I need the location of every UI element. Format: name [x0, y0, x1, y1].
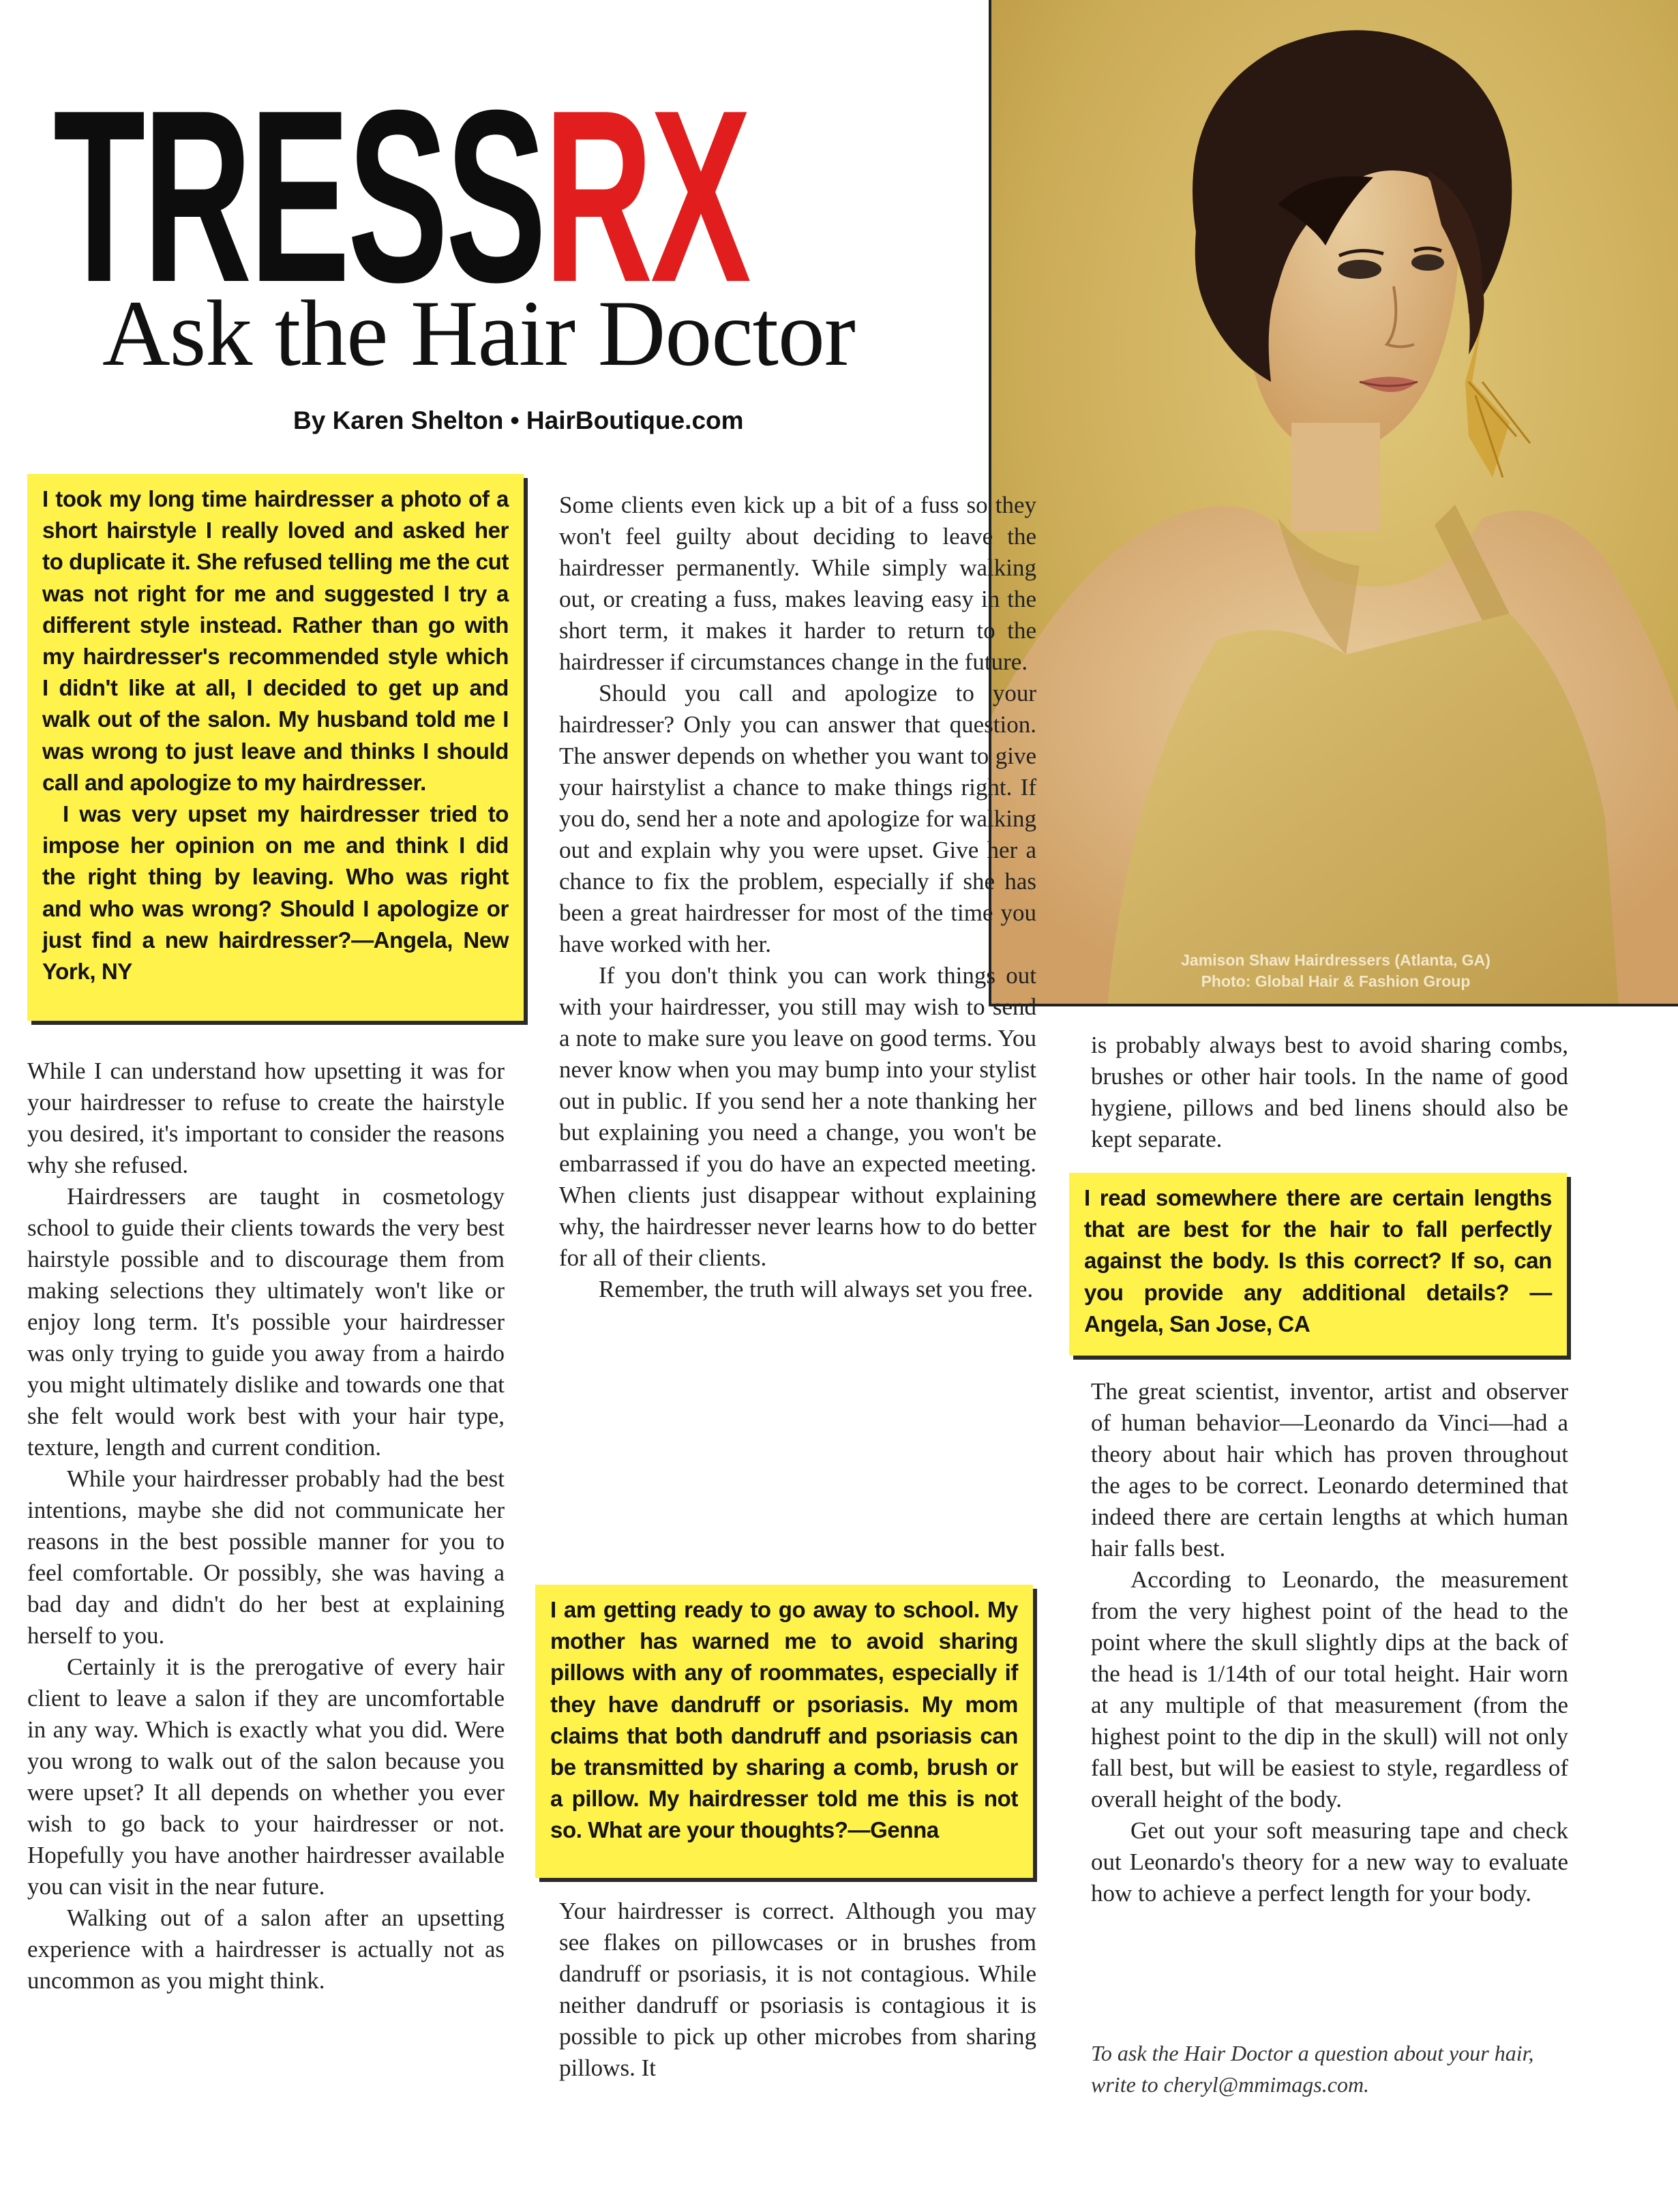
portrait-photo-icon [991, 0, 1678, 1006]
page-subtitle: Ask the Hair Doctor [102, 281, 855, 385]
question-1-paragraph-1: I took my long time hairdresser a photo of a short hairstyle I really loved and asked her to duplicate it. She refused telling me the cut was not right for me and suggested I try a different style instead. Rather than go with my hairdresser's recommended style which I didn't like at all, I decided to get up and walk out of the salon. My husband told me I was wrong to just leave and thinks I should call and apologize to my hairdresser. [42, 486, 509, 795]
portrait-photo [989, 0, 1678, 1006]
answer-1-paragraph-9: Remember, the truth will always set you free. [599, 1276, 1034, 1302]
answer-1-paragraph-1: While I can understand how upsetting it was for your hairdresser to refuse to create the hairstyle you desired, it's important to consider the reasons why she refused. [27, 1058, 505, 1178]
answer-1-paragraph-3: While your hairdresser probably had the best intentions, maybe she did not communicate her reasons in the best possible manner for you to feel comfortable. Or possibly, she was having a bad day and didn't do her best at explaining herself to you. [27, 1465, 505, 1649]
question-1-paragraph-2: I was very upset my hairdresser tried to impose her opinion on me and think I did the right thing by leaving. Who was right and who was wrong? Should I apologize or just find a new hairdresser?—Angela, New York, NY [42, 801, 509, 985]
question-3-text: I read somewhere there are certain lengths that are best for the hair to fall perfectly against the body. Is this correct? If so, can you provide any additional details? —Angela, San Jose, CA [1084, 1185, 1552, 1336]
answer-2-part-2: is probably always best to avoid sharing combs, brushes or other hair tools. In the name of good hygiene, pillows and bed linens should also be kept separate. [1091, 1032, 1568, 1152]
title-tress: TRESS [53, 58, 533, 327]
question-box-1 [27, 474, 524, 1021]
answer-3-column-3 [1091, 1376, 1568, 1909]
photo-credit-photographer: Photo: Global Hair & Fashion Group [1201, 972, 1471, 991]
closing-note: To ask the Hair Doctor a question about your hair, write to cheryl@mmimags.com. [1091, 2041, 1534, 2097]
answer-1-paragraph-5: Walking out of a salon after an upsetting experience with a hairdresser is actually not as uncommon as you might think. [27, 1904, 505, 1994]
answer-2-part-1: Your hairdresser is correct. Although you may see flakes on pillowcases or in brushes from dandruff or psoriasis, it is not contagious. While neither dandruff or psoriasis is contagious it is possible to pick up other microbes from sharing pillows. It [559, 1898, 1036, 2081]
answer-2-column-3 [1091, 1030, 1568, 1155]
answer-1-paragraph-8: If you don't think you can work things out with your hairdresser, you still may wish to send a note to make sure you leave on good terms. You never know when you may bump into your stylist out in public. If you send her a note thanking her but explaining you need a change, you won't be embarrassed if you do have an expected meeting. When clients just disappear without explaining why, the hairdresser never learns how to do better for all of their clients. [559, 962, 1036, 1271]
question-2-text: I am getting ready to go away to school. My mother has warned me to avoid sharing pillows with any of roommates, especially if they have dandruff or psoriasis. My mom claims that both dandruff and psoriasis can be transmitted by sharing a comb, brush or a pillow. My hairdresser told me this is not so. What are your thoughts?—Genna [550, 1597, 1018, 1843]
title-rx: RX [543, 58, 744, 327]
byline: By Karen Shelton • HairBoutique.com [293, 406, 744, 434]
answer-1-paragraph-6: Some clients even kick up a bit of a fuss so they won't feel guilty about deciding to leave the hairdresser permanently. While simply walking out, or creating a fuss, makes leaving easy in the short term, it makes it harder to return to the hairdresser if circumstances change in the future. [559, 492, 1036, 675]
photo-credit-salon: Jamison Shaw Hairdressers (Atlanta, GA) [1181, 951, 1490, 969]
question-box-2 [535, 1585, 1033, 1878]
answer-1-paragraph-7: Should you call and apologize to your hairdresser? Only you can answer that question. The answer depends on whether you want to give your hairstylist a chance to make things right. If you do, send her a note and apologize for walking out and explain why you were upset. Give her a chance to fix the problem, especially if she has been a great hairdresser for most of the time you have worked with her. [559, 680, 1036, 957]
answer-1-column-1 [27, 1056, 505, 1997]
answer-1-column-2 [559, 490, 1036, 1305]
answer-3-paragraph-3: Get out your soft measuring tape and check out Leonardo's theory for a new way to evaluate how to achieve a perfect length for your body. [1091, 1817, 1568, 1907]
answer-1-paragraph-2: Hairdressers are taught in cosmetology school to guide their clients towards the very best hairstyle possible and to discourage them from making selections they ultimately won't like or enjoy long term. It's possible your hairdresser was only trying to guide you away from a hairdo you might ultimately dislike and towards one that she felt would work best with your hair type, texture, length and current condition. [27, 1183, 505, 1461]
photo-credit [1111, 950, 1561, 992]
answer-1-paragraph-4: Certainly it is the prerogative of every hair client to leave a salon if they are uncomfortable in any way. Which is exactly what you did. Were you wrong to walk out of the salon because you were upset? It all depends on whether you ever wish to go back to your hairdresser or not. Hopefully you have another hairdresser available you can visit in the near future. [27, 1654, 505, 1900]
answer-3-paragraph-1: The great scientist, inventor, artist and observer of human behavior—Leonardo da Vinci—had a theory about hair which has proven throughout the ages to be correct. Leonardo determined that indeed there are certain lengths at which human hair falls best. [1091, 1378, 1568, 1561]
answer-2-column-2 [559, 1896, 1036, 2084]
question-box-3 [1069, 1173, 1567, 1356]
answer-3-paragraph-2: According to Leonardo, the measurement from the very highest point of the head to the point where the skull slightly dips at the back of the head is 1/14th of our total height. Hair worn at any multiple of that measurement (from the highest point to the dip in the skull) will not only fall best, but will be easiest to style, regardless of overall height of the body. [1091, 1566, 1568, 1812]
